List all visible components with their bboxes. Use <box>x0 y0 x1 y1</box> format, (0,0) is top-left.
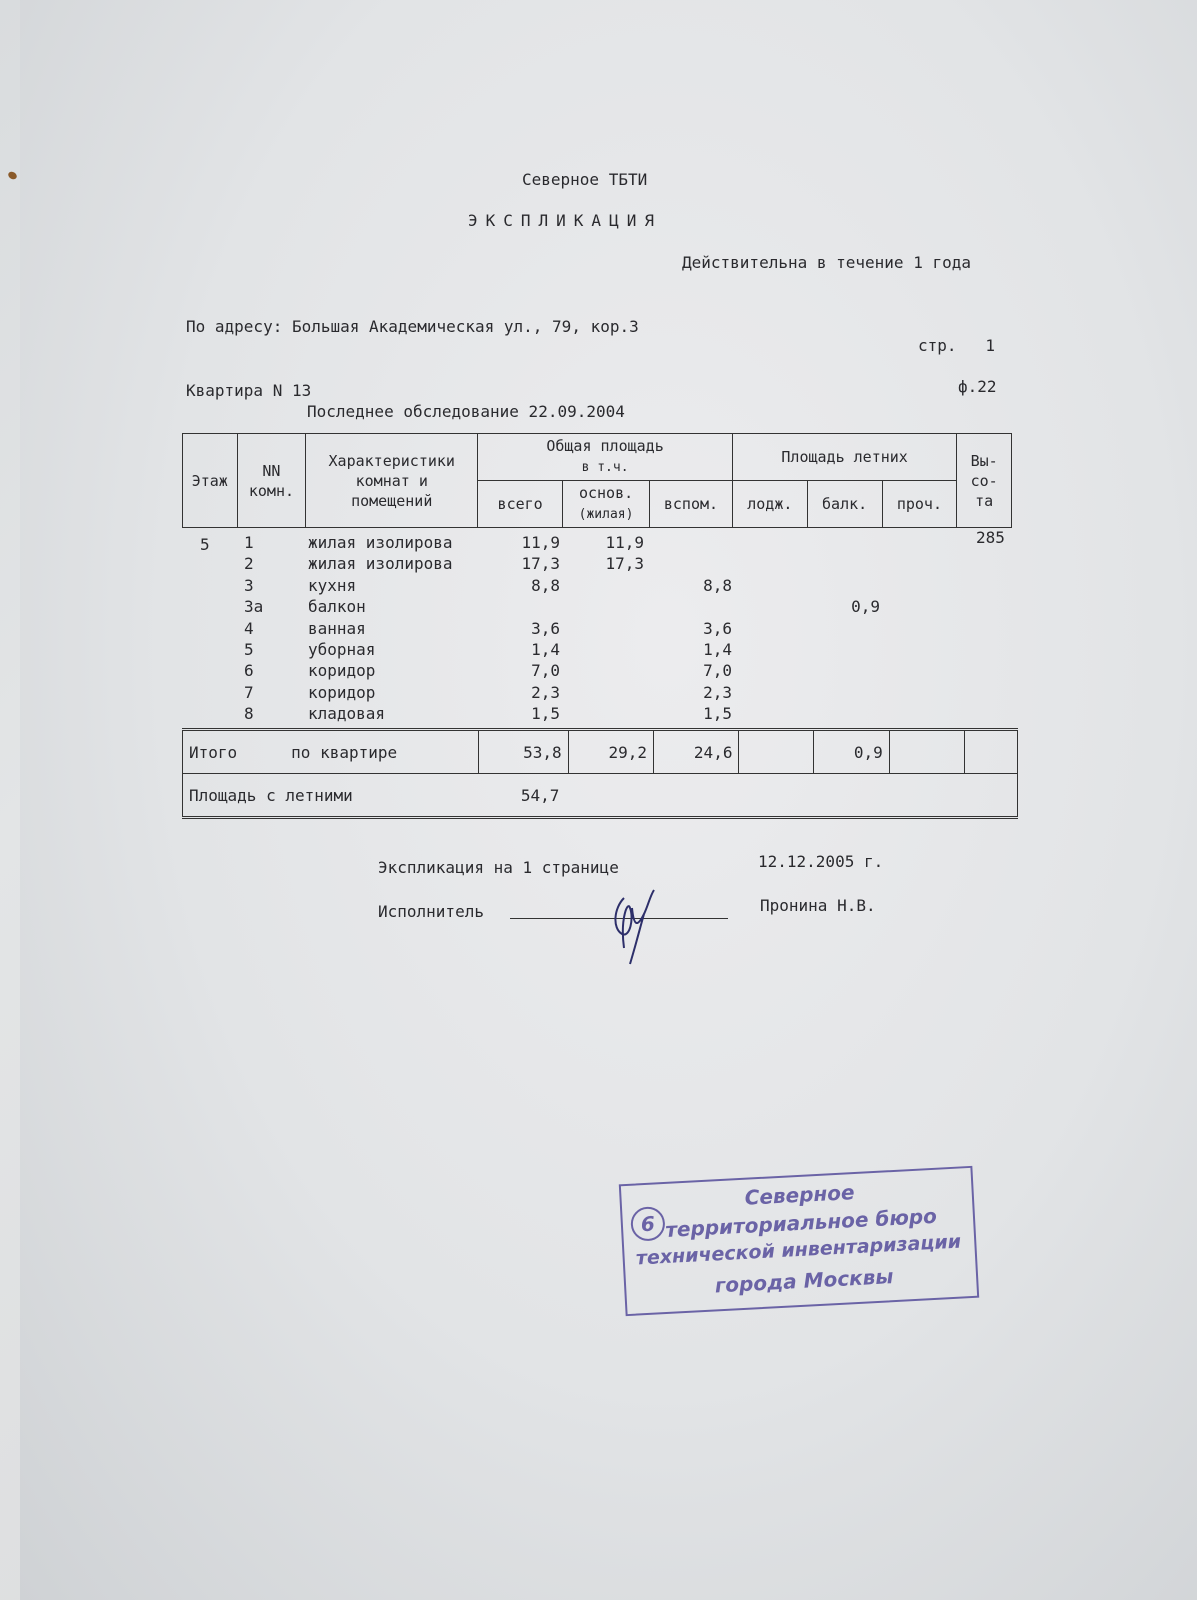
floor-value: 5 <box>200 535 210 554</box>
room-number: 7 <box>244 682 254 702</box>
room-name: коридор <box>308 661 376 681</box>
room-name: жилая изолирова <box>308 554 453 574</box>
totals-balcony: 0,9 <box>814 730 889 774</box>
room-number: 2 <box>244 554 254 574</box>
col-characteristics: Характеристики комнат и помещений <box>306 434 478 528</box>
validity-note: Действительна в течение 1 года <box>682 253 971 272</box>
col-main: основ. (жилая) <box>563 481 650 528</box>
stamp-line-4: города Москвы <box>714 1264 894 1298</box>
totals-aux: 24,6 <box>654 730 739 774</box>
room-aux: 3,6 <box>703 618 732 638</box>
room-total: 1,5 <box>531 704 560 724</box>
room-name: ванная <box>308 618 366 638</box>
room-total: 3,6 <box>531 618 560 638</box>
room-aux: 8,8 <box>703 575 732 595</box>
room-total: 2,3 <box>531 682 560 702</box>
room-name: кладовая <box>308 704 386 724</box>
totals-other <box>889 730 964 774</box>
totals-table <box>182 728 1018 819</box>
summer-value: 54,7 <box>479 774 1018 818</box>
room-total: 1,4 <box>531 640 560 659</box>
document-title: ЭКСПЛИКАЦИЯ <box>468 211 662 230</box>
room-number: 3а <box>244 597 264 617</box>
room-aux: 7,0 <box>703 661 732 681</box>
totals-total: 53,8 <box>479 730 568 774</box>
col-aux: вспом. <box>650 481 733 528</box>
pages-note: Экспликация на 1 странице <box>378 858 619 877</box>
room-number: 6 <box>244 661 254 681</box>
room-name: жилая изолирова <box>308 533 453 552</box>
room-aux: 2,3 <box>703 682 732 702</box>
totals-loggia <box>739 730 814 774</box>
room-total: 8,8 <box>531 575 560 595</box>
page-number: стр. 1 <box>918 336 996 355</box>
address-line: По адресу: Большая Академическая ул., 79, кор.3 <box>186 317 639 336</box>
room-number: 1 <box>244 533 254 552</box>
totals-main: 29,2 <box>568 730 653 774</box>
col-total-area: Общая площадь в т.ч. <box>478 434 733 481</box>
col-room-no: NN комн. <box>237 434 306 528</box>
col-other: проч. <box>882 481 957 528</box>
room-aux: 1,5 <box>703 704 732 724</box>
stamp-line-2: территориальное бюро <box>664 1203 938 1242</box>
room-total: 7,0 <box>531 661 560 681</box>
summer-label: Площадь с летними <box>183 774 479 818</box>
table-header <box>182 433 1012 528</box>
room-name: коридор <box>308 682 376 702</box>
stamp-line-1: Северное <box>744 1180 856 1210</box>
room-aux: 1,4 <box>703 640 732 659</box>
executor-label: Исполнитель <box>378 902 484 921</box>
room-total: 17,3 <box>521 554 560 574</box>
col-loggia: лодж. <box>732 481 807 528</box>
executor-name: Пронина Н.В. <box>760 896 876 915</box>
totals-label: Итого по квартире <box>183 730 479 774</box>
bureau-name: Северное ТБТИ <box>522 170 648 189</box>
height-value: 285 <box>976 528 1005 547</box>
room-name: уборная <box>308 640 376 659</box>
totals-height <box>964 730 1017 774</box>
room-number: 4 <box>244 618 254 638</box>
room-number: 5 <box>244 640 254 659</box>
room-main: 11,9 <box>605 533 644 552</box>
signature-icon <box>604 878 664 968</box>
col-floor: Этаж <box>183 434 238 528</box>
paper-spot <box>7 170 18 181</box>
bureau-stamp <box>619 1166 979 1316</box>
col-height: Вы- со- та <box>957 434 1012 528</box>
survey-date: Последнее обследование 22.09.2004 <box>307 402 625 421</box>
room-number: 8 <box>244 704 254 724</box>
col-total: всего <box>478 481 563 528</box>
col-balcony: балк. <box>807 481 882 528</box>
stamp-line-3: технической инвентаризации <box>635 1230 962 1270</box>
stamp-number: 6 <box>630 1206 666 1242</box>
flat-number: Квартира N 13 <box>186 381 312 400</box>
room-name: балкон <box>308 597 366 617</box>
col-summer-area: Площадь летних <box>732 434 956 481</box>
room-balcony: 0,9 <box>851 597 880 617</box>
room-number: 3 <box>244 575 254 595</box>
issue-date: 12.12.2005 г. <box>758 852 884 871</box>
room-main: 17,3 <box>605 554 644 574</box>
room-total: 11,9 <box>521 533 560 552</box>
form-code: ф.22 <box>958 377 997 396</box>
room-name: кухня <box>308 575 357 595</box>
